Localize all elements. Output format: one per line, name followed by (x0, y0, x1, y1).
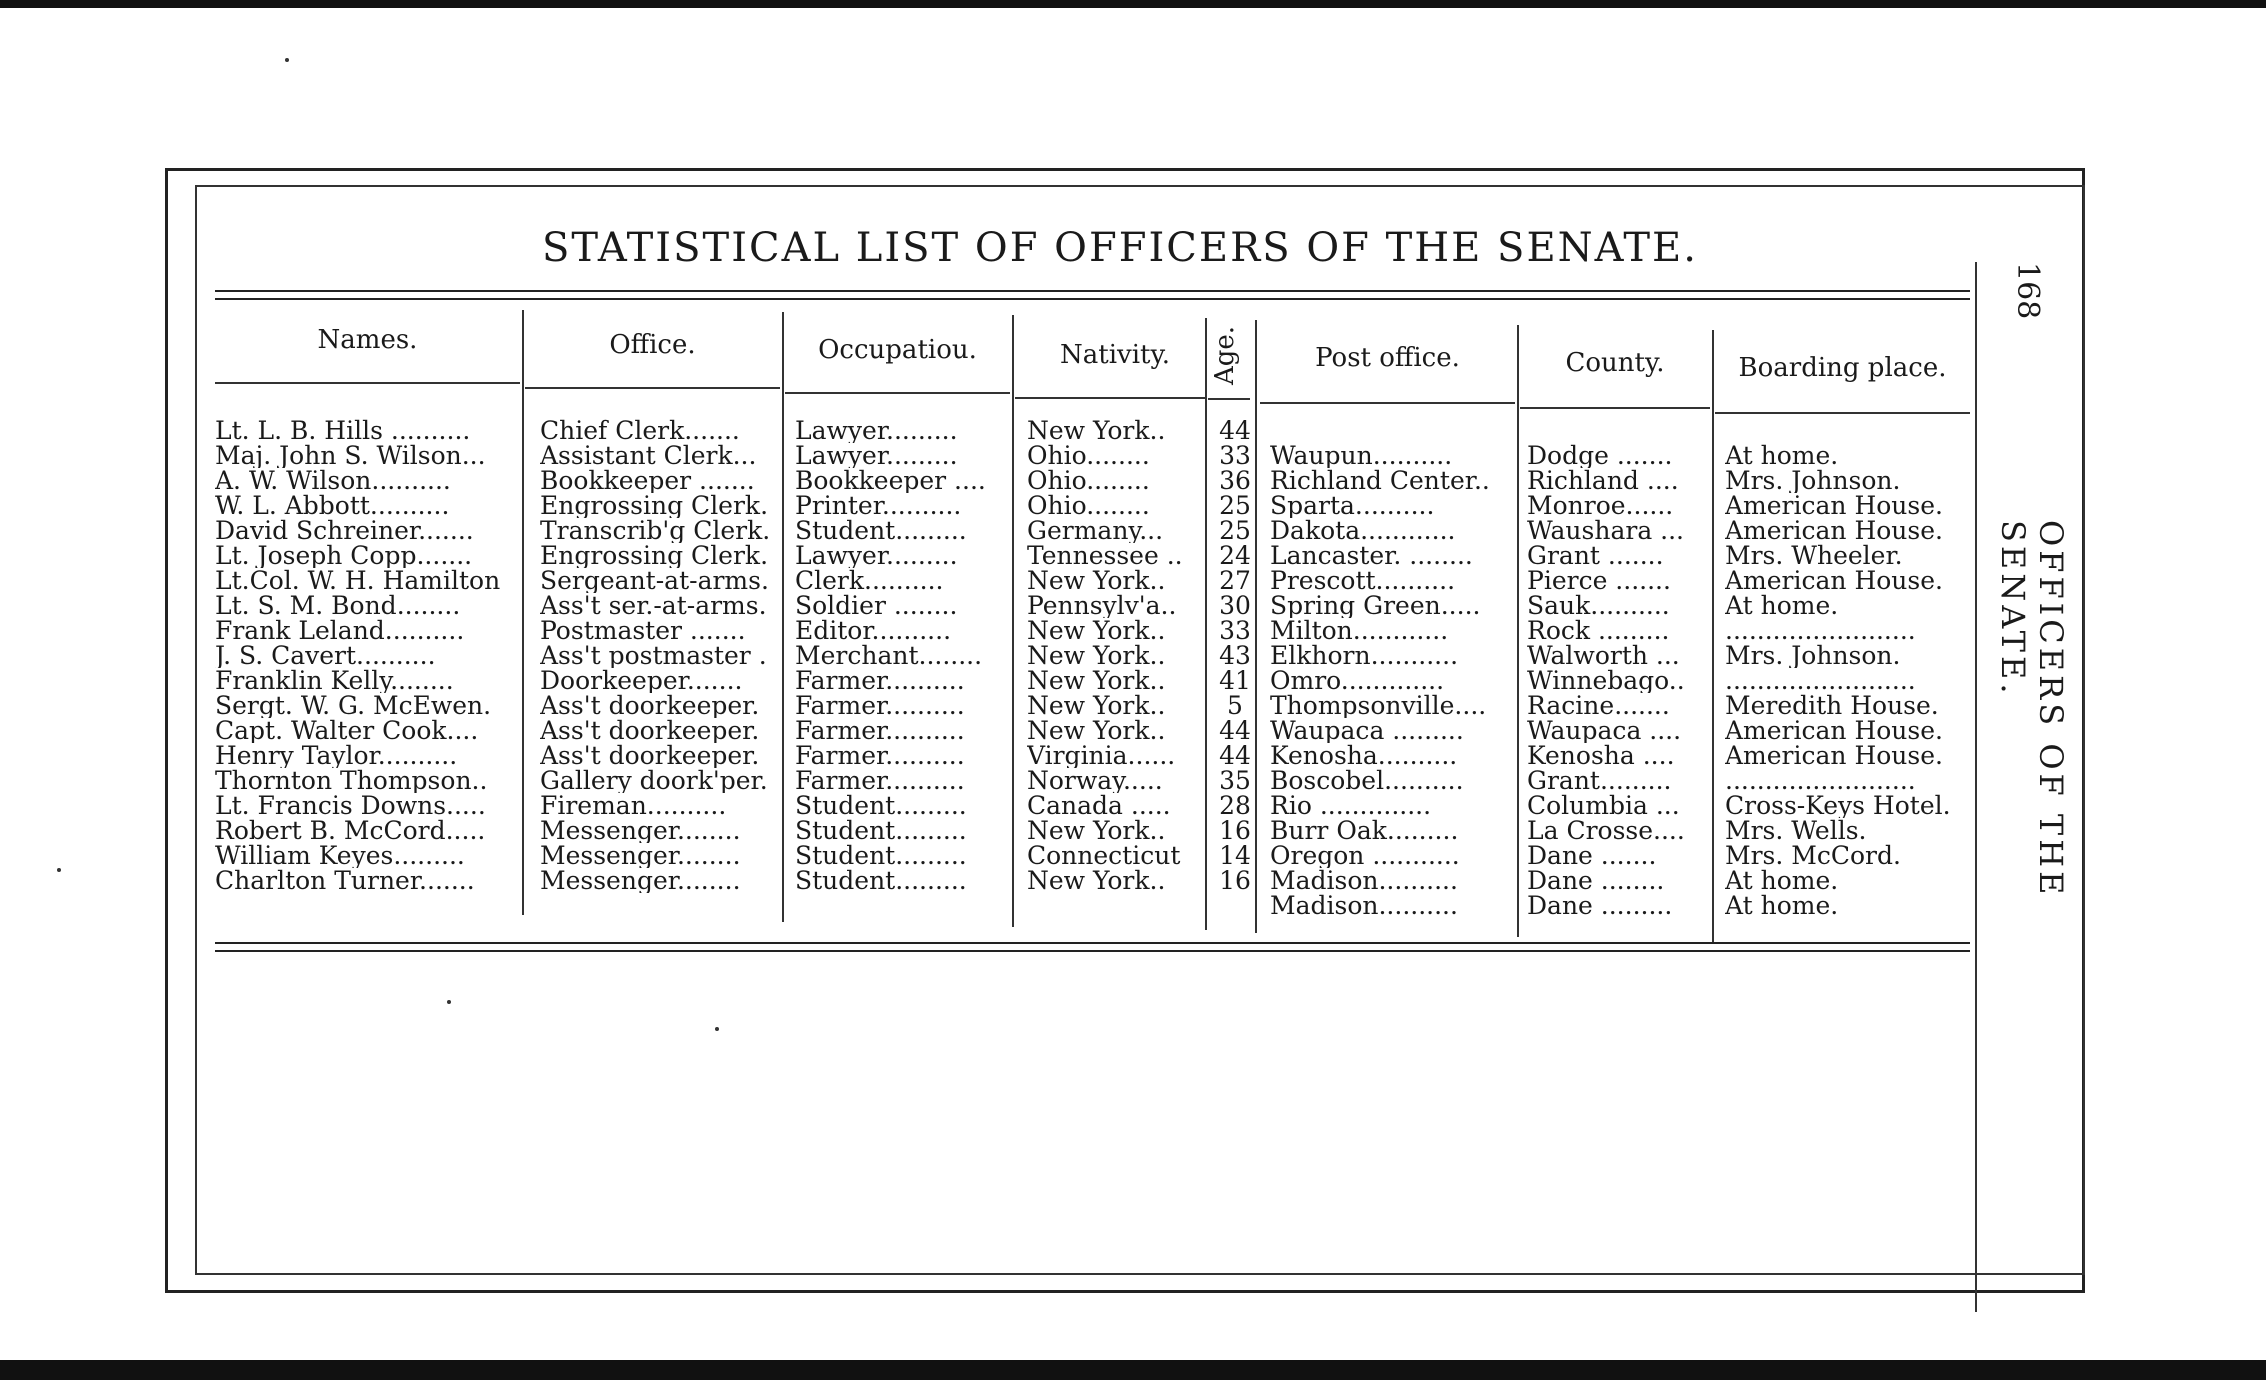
header-underline (1715, 412, 1970, 414)
cell-age: 44 (1219, 718, 1251, 743)
cell-office: Transcrib'g Clerk. (540, 518, 771, 543)
cell-office: Engrossing Clerk. (540, 543, 769, 568)
table-row (215, 518, 1975, 543)
header-post-office: Post office. (1315, 343, 1460, 373)
cell-county: Walworth ... (1527, 643, 1680, 668)
cell-name: Lt.Col. W. H. Hamilton (215, 568, 501, 593)
header-underline (1208, 398, 1250, 400)
cell-nativity: New York.. (1027, 718, 1166, 743)
table-row (215, 543, 1975, 568)
header-county: County. (1565, 348, 1665, 378)
cell-boarding-place: American House. (1725, 493, 1943, 518)
cell-county: Kenosha .... (1527, 743, 1675, 768)
cell-occupation: Student......... (795, 793, 967, 818)
cell-name: W. L. Abbott.......... (215, 493, 450, 518)
cell-name: Henry Taylor.......... (215, 743, 458, 768)
cell-county: Monroe...... (1527, 493, 1674, 518)
cell-age: 33 (1219, 443, 1251, 468)
cell-boarding-place: Mrs. McCord. (1725, 843, 1901, 868)
cell-nativity: Ohio........ (1027, 443, 1150, 468)
cell-age: 41 (1219, 668, 1251, 693)
cell-office: Ass't doorkeeper. (540, 718, 760, 743)
cell-post-office: Oregon ........... (1270, 843, 1460, 868)
cell-occupation: Merchant........ (795, 643, 983, 668)
cell-age: 30 (1219, 593, 1251, 618)
cell-nativity: New York.. (1027, 418, 1166, 443)
cell-county: Dane ........ (1527, 868, 1665, 893)
table-row (215, 768, 1975, 793)
cell-name: Maj. John S. Wilson... (215, 443, 486, 468)
table-row (215, 468, 1975, 493)
cell-county: Sauk.......... (1527, 593, 1670, 618)
cell-nativity: Ohio........ (1027, 468, 1150, 493)
cell-county: Rock ......... (1527, 618, 1670, 643)
scan-speck (447, 1000, 451, 1004)
cell-occupation: Bookkeeper .... (795, 468, 986, 493)
table-row (215, 668, 1975, 693)
cell-nativity: Virginia...... (1027, 743, 1176, 768)
running-side-title: OFFICERS OF THE SENATE. (1994, 520, 2070, 899)
cell-post-office: Kenosha.......... (1270, 743, 1458, 768)
cell-office: Postmaster ....... (540, 618, 746, 643)
cell-boarding-place: Mrs. Wheeler. (1725, 543, 1903, 568)
cell-county: Winnebago.. (1527, 668, 1685, 693)
cell-occupation: Farmer.......... (795, 768, 965, 793)
cell-age: 36 (1219, 468, 1251, 493)
table-row (215, 693, 1975, 718)
cell-office: Gallery doork'per. (540, 768, 768, 793)
cell-age: 27 (1219, 568, 1251, 593)
cell-occupation: Printer.......... (795, 493, 962, 518)
cell-office: Doorkeeper....... (540, 668, 743, 693)
table-row (215, 718, 1975, 743)
cell-occupation: Lawyer......... (795, 543, 958, 568)
cell-name: Sergt. W. G. McEwen. (215, 693, 492, 718)
cell-post-office: Prescott.......... (1270, 568, 1456, 593)
cell-office: Sergeant-at-arms. (540, 568, 769, 593)
cell-post-office: Burr Oak......... (1270, 818, 1459, 843)
cell-boarding-place: ........................ (1725, 618, 1916, 643)
header-occupation: Occupatiou. (818, 335, 977, 365)
cell-county: Dodge ....... (1527, 443, 1673, 468)
cell-boarding-place: At home. (1725, 443, 1839, 468)
cell-boarding-place: At home. (1725, 868, 1839, 893)
cell-boarding-place: American House. (1725, 568, 1943, 593)
table-bottom-rule-1 (215, 942, 1970, 944)
cell-county: Dane ....... (1527, 843, 1657, 868)
cell-name: Capt. Walter Cook.... (215, 718, 479, 743)
cell-name: Charlton Turner....... (215, 868, 475, 893)
cell-nativity: New York.. (1027, 668, 1166, 693)
cell-boarding-place: Meredith House. (1725, 693, 1939, 718)
cell-nativity: New York.. (1027, 568, 1166, 593)
cell-nativity: New York.. (1027, 818, 1166, 843)
cell-occupation: Student......... (795, 843, 967, 868)
cell-post-office: Madison.......... (1270, 868, 1458, 893)
cell-boarding-place: American House. (1725, 743, 1943, 768)
table-row (215, 443, 1975, 468)
cell-occupation: Farmer.......... (795, 718, 965, 743)
cell-name: Franklin Kelly........ (215, 668, 454, 693)
cell-office: Ass't ser.-at-arms. (540, 593, 767, 618)
cell-county: Grant ....... (1527, 543, 1664, 568)
cell-boarding-place: At home. (1725, 893, 1839, 918)
cell-age: 16 (1219, 818, 1251, 843)
table-row (215, 868, 1975, 893)
cell-name: J. S. Cavert.......... (215, 643, 436, 668)
cell-post-office: Waupaca ......... (1270, 718, 1464, 743)
cell-age: 28 (1219, 793, 1251, 818)
table-bottom-rule-2 (215, 950, 1970, 952)
cell-post-office: Dakota............ (1270, 518, 1456, 543)
cell-name: A. W. Wilson.......... (215, 468, 451, 493)
cell-post-office: Waupun.......... (1270, 443, 1453, 468)
cell-name: Lt. S. M. Bond........ (215, 593, 461, 618)
cell-boarding-place: Mrs. Johnson. (1725, 643, 1901, 668)
cell-age: 5 (1227, 693, 1243, 718)
header-age: Age. (1210, 325, 1240, 385)
cell-post-office: Rio .............. (1270, 793, 1432, 818)
cell-office: Ass't postmaster . (540, 643, 767, 668)
cell-county: Columbia ... (1527, 793, 1680, 818)
cell-office: Ass't doorkeeper. (540, 693, 760, 718)
scan-speck (715, 1027, 719, 1031)
cell-boarding-place: American House. (1725, 518, 1943, 543)
scan-speck (285, 58, 289, 62)
cell-occupation: Farmer.......... (795, 693, 965, 718)
page-number: 168 (2010, 262, 2045, 320)
cell-age: 14 (1219, 843, 1251, 868)
cell-nativity: Norway..... (1027, 768, 1163, 793)
cell-name: William Keyes......... (215, 843, 465, 868)
cell-post-office: Boscobel.......... (1270, 768, 1464, 793)
table-row (215, 843, 1975, 868)
cell-name: Robert B. McCord..... (215, 818, 486, 843)
table-row (215, 493, 1975, 518)
cell-nativity: New York.. (1027, 868, 1166, 893)
cell-office: Messenger........ (540, 868, 741, 893)
cell-occupation: Lawyer......... (795, 418, 958, 443)
cell-office: Ass't doorkeeper. (540, 743, 760, 768)
cell-nativity: Canada ..... (1027, 793, 1171, 818)
cell-boarding-place: At home. (1725, 593, 1839, 618)
table-row (215, 643, 1975, 668)
cell-age: 25 (1219, 493, 1251, 518)
scan-bottom-edge (0, 1360, 2266, 1380)
cell-boarding-place: ........................ (1725, 668, 1916, 693)
header-boarding-place: Boarding place. (1738, 353, 1947, 383)
cell-boarding-place: Mrs. Johnson. (1725, 468, 1901, 493)
cell-occupation: Farmer.......... (795, 668, 965, 693)
cell-occupation: Lawyer......... (795, 443, 958, 468)
cell-occupation: Farmer.......... (795, 743, 965, 768)
cell-post-office: Thompsonville.... (1270, 693, 1487, 718)
cell-occupation: Student......... (795, 868, 967, 893)
table-row (215, 743, 1975, 768)
cell-boarding-place: Cross-Keys Hotel. (1725, 793, 1951, 818)
table-row (215, 818, 1975, 843)
cell-county: La Crosse.... (1527, 818, 1685, 843)
cell-county: Racine....... (1527, 693, 1670, 718)
cell-office: Chief Clerk....... (540, 418, 740, 443)
cell-name: Thornton Thompson.. (215, 768, 488, 793)
cell-nativity: New York.. (1027, 693, 1166, 718)
cell-nativity: Connecticut (1027, 843, 1181, 868)
header-office: Office. (609, 330, 696, 360)
cell-age: 44 (1219, 418, 1251, 443)
cell-nativity: New York.. (1027, 618, 1166, 643)
cell-name: Lt. Joseph Copp....... (215, 543, 473, 568)
cell-county: Waushara ... (1527, 518, 1685, 543)
cell-nativity: Pennsylv'a.. (1027, 593, 1177, 618)
scan-speck (57, 868, 61, 872)
cell-name: David Schreiner....... (215, 518, 474, 543)
cell-post-office: Lancaster. ........ (1270, 543, 1473, 568)
table-row (215, 418, 1975, 443)
header-underline (1520, 407, 1710, 409)
cell-nativity: Ohio........ (1027, 493, 1150, 518)
cell-county: Dane ......... (1527, 893, 1673, 918)
cell-post-office: Spring Green..... (1270, 593, 1481, 618)
cell-post-office: Madison.......... (1270, 893, 1458, 918)
cell-boarding-place: ........................ (1725, 768, 1916, 793)
title-rule-1 (215, 290, 1970, 292)
table-row (215, 568, 1975, 593)
header-underline (1015, 397, 1205, 399)
header-underline (525, 387, 780, 389)
cell-county: Grant......... (1527, 768, 1672, 793)
margin-rule (1975, 262, 1977, 1312)
cell-age: 43 (1219, 643, 1251, 668)
cell-post-office: Milton............ (1270, 618, 1449, 643)
scan-top-edge (0, 0, 2266, 8)
header-names: Names. (317, 325, 418, 355)
cell-office: Messenger........ (540, 843, 741, 868)
cell-age: 25 (1219, 518, 1251, 543)
cell-office: Messenger........ (540, 818, 741, 843)
cell-county: Richland .... (1527, 468, 1679, 493)
cell-office: Fireman.......... (540, 793, 727, 818)
cell-post-office: Sparta.......... (1270, 493, 1435, 518)
cell-nativity: New York.. (1027, 643, 1166, 668)
title-rule-2 (215, 298, 1970, 300)
table-row (215, 593, 1975, 618)
cell-age: 16 (1219, 868, 1251, 893)
cell-nativity: Tennessee .. (1027, 543, 1183, 568)
cell-occupation: Editor.......... (795, 618, 952, 643)
cell-nativity: Germany... (1027, 518, 1164, 543)
cell-occupation: Clerk.......... (795, 568, 944, 593)
cell-name: Lt. L. B. Hills .......... (215, 418, 471, 443)
cell-age: 44 (1219, 743, 1251, 768)
table-row (215, 793, 1975, 818)
cell-occupation: Student......... (795, 818, 967, 843)
cell-office: Assistant Clerk... (540, 443, 757, 468)
cell-boarding-place: Mrs. Wells. (1725, 818, 1867, 843)
header-underline (785, 392, 1010, 394)
cell-post-office: Richland Center.. (1270, 468, 1490, 493)
cell-office: Engrossing Clerk. (540, 493, 769, 518)
cell-name: Lt. Francis Downs..... (215, 793, 486, 818)
cell-post-office: Elkhorn........... (1270, 643, 1459, 668)
cell-name: Frank Leland.......... (215, 618, 465, 643)
header-underline (215, 382, 520, 384)
cell-post-office: Omro............. (1270, 668, 1445, 693)
cell-boarding-place: American House. (1725, 718, 1943, 743)
page-title: STATISTICAL LIST OF OFFICERS OF THE SENATE. (542, 225, 1698, 271)
cell-occupation: Soldier ........ (795, 593, 958, 618)
header-underline (1260, 402, 1515, 404)
cell-age: 33 (1219, 618, 1251, 643)
cell-county: Pierce ....... (1527, 568, 1671, 593)
cell-age: 35 (1219, 768, 1251, 793)
table-row (215, 618, 1975, 643)
cell-occupation: Student......... (795, 518, 967, 543)
header-nativity: Nativity. (1060, 340, 1170, 370)
table-row (215, 893, 1975, 918)
cell-office: Bookkeeper ....... (540, 468, 755, 493)
cell-age: 24 (1219, 543, 1251, 568)
cell-county: Waupaca .... (1527, 718, 1682, 743)
